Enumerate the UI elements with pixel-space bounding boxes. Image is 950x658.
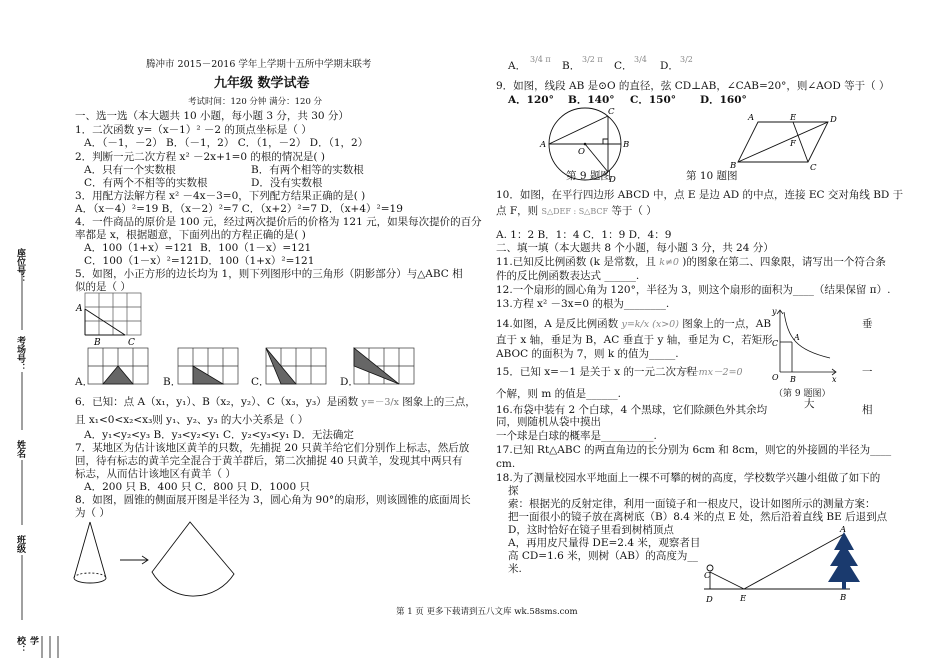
section2-title: 二、填一填（本大题共 8 个小题，每小题 3 分，共 24 分）	[496, 242, 774, 254]
q18-line3: 索：根据光的反射定律，利用一面镜子和一根皮尺，设计如图所示的测量方案：	[508, 498, 876, 510]
q17-line2: cm.	[496, 458, 516, 470]
q14-hyperbola-figure	[770, 306, 840, 388]
q18-line5: D，这时恰好在镜子里看到树梢顶点	[508, 524, 674, 536]
q7-line3: 标志，从而估计该地区有黄羊（ ）	[75, 468, 236, 480]
q10-label-b: B	[730, 161, 737, 171]
q16-line1: 16.布袋中装有 2 个白球，4 个黑球，它们除颜色外其余均	[496, 404, 768, 416]
q16-line1-big: 大	[804, 398, 815, 410]
q4-option-d: D．100（1+x）²=121	[200, 255, 315, 267]
q5-option-d-letter: D．	[340, 376, 359, 388]
exam-title: 腾冲市 2015－2016 学年上学期十五所中学期末联考	[146, 59, 372, 70]
q9-stem: 9．如图，线段 AB 是⊙O 的直径，弦 CD⊥AB，∠CAB=20°，则∠AOD 等于（ ）	[496, 80, 890, 92]
q8-option-b-value: 3/2 π	[582, 55, 603, 64]
q11-line1-post: )的图象在第二、四象限，请写出一个符合条	[682, 256, 886, 268]
q14-line1-pre: 14.如图，A 是反比例函数	[496, 318, 619, 330]
q8-option-c: C．	[614, 60, 633, 72]
q14-line3: ABOC 的面积为 7，则 k 的值为_____.	[496, 348, 679, 360]
q10-area-ratio: S△DEF : S△BCF	[541, 207, 609, 216]
q2-option-a: A．只有一个实数根	[84, 164, 176, 176]
q8-option-d-value: 3/2	[680, 55, 693, 64]
q2-option-b: B．有两个相等的实数根	[251, 164, 364, 176]
q5-label-b: B	[94, 338, 101, 348]
binding-room-label: 考场号：	[15, 336, 25, 372]
q18-line6: A，再用皮尺量得 DE=2.4 米，观察者目	[508, 537, 701, 549]
q18-line4: 把一面很小的镜子放在离树底（B）8.4 米的点 E 处，然后沿着直线 BE 后退到点	[508, 511, 888, 523]
q6-line1	[75, 396, 476, 409]
q9-label-o: O	[578, 147, 585, 157]
q5-option-c-letter: C．	[251, 376, 270, 388]
q8-option-a: A．	[508, 60, 527, 72]
q9-option-a: A．120°	[508, 94, 554, 106]
q9-option-b: B．140°	[568, 94, 615, 106]
q14-label-o: O	[772, 373, 779, 382]
q14-label-y: y	[772, 307, 777, 316]
q3-options: A．（x－4）²=19 B．（x－2）²=7 C．（x+2）²=7 D．（x+4）²=19	[75, 203, 403, 215]
q18-label-b: B	[840, 593, 847, 603]
q8-cone-figure	[72, 520, 262, 590]
q10-parallelogram-figure	[730, 112, 856, 173]
q8-line1: 8．如图，圆锥的侧面展开图是半径为 3，圆心角为 90°的扇形，则该圆锥的底面周长	[75, 494, 471, 506]
q10-line1: 10．如图，在平行四边形 ABCD 中，点 E 是边 AD 的中点，连接 EC 交对角线 BD 于	[496, 189, 904, 201]
binding-lines	[0, 0, 70, 658]
q5-label-a: A	[76, 304, 83, 314]
q7-line2: 回，待有标志的黄羊完全混合于黄羊群后，第二次捕捉 40 只黄羊，发现其中两只有	[75, 455, 463, 467]
q1-options: A．（－1，－2） B．（－1，2） C．（1，－2） D．（1，2）	[84, 137, 369, 149]
q15-line1-pre: 15．已知 x=－1 是关于 x 的一元二次方程	[496, 366, 698, 378]
q14-line1-mid: 图象上的一点，AB	[682, 318, 772, 330]
q9-option-c: C．150°	[630, 94, 677, 106]
q4-line1: 4．一件商品的原价是 100 元，经过两次提价后的价格为 121 元，如果每次提价的百分	[75, 216, 482, 228]
q8-line2: 为（ ）	[75, 507, 110, 519]
q18-label-d: D	[706, 595, 713, 605]
q10-label-f: F	[790, 139, 796, 149]
q11-line1	[496, 256, 886, 269]
q6-options: A．y₁<y₂<y₃ B．y₃<y₂<y₁ C．y₂<y₃<y₁ D．无法确定	[84, 429, 354, 441]
q18-line2: 探	[508, 485, 519, 497]
q10-label-a: A	[748, 113, 755, 123]
q9-label-b: B	[623, 140, 630, 150]
page-footer: 第 1 页 更多下载请到五八文库 wk.58sms.com	[396, 607, 578, 617]
q9-label-d: D	[609, 175, 616, 185]
q4-option-b: B．100（1－x）=121	[200, 242, 312, 254]
q18-tree-mirror-figure	[700, 526, 880, 606]
q7-line1: 7．某地区为估计该地区黄羊的只数，先捕捉 20 只黄羊给它们分别作上标志，然后放	[75, 442, 470, 454]
q5-figure-abc	[76, 293, 150, 348]
q4-option-a: A．100（1+x）=121	[84, 242, 194, 254]
section1-title: 一、选一选（本大题共 10 小题，每小题 3 分，共 30 分）	[75, 110, 349, 122]
q15-line2: 个解，则 m 的值是______.	[496, 388, 621, 400]
q18-line7: 高 CD=1.6 米，则树（AB）的高度为__	[508, 550, 698, 562]
q14-line2: 直于 x 轴，垂足为 B，AC 垂直于 y 轴，垂足为 C，若矩形	[496, 334, 773, 346]
binding-seat-label: 座位号：	[15, 248, 25, 284]
q10-label-c: C	[810, 163, 817, 173]
q8-option-c-value: 3/4	[634, 55, 647, 64]
q9-caption: 第 9 题图	[566, 170, 611, 182]
q11-line1-pre: 11.已知反比例函数 (k 是常数，且	[496, 256, 656, 268]
q5-option-a-figure	[88, 348, 152, 388]
tree-icon	[828, 532, 860, 582]
q16-line2: 同，则随机从袋中摸出	[496, 416, 601, 428]
q15-equation: x²－mx－2=0	[680, 367, 743, 378]
q6-function: y=－3/x	[361, 397, 399, 408]
q13-line: 13.方程 x² －3x=0 的根为________.	[496, 298, 670, 310]
q18-line1: 18.为了测量校园水平地面上一棵不可攀的树的高度，学校数学兴趣小组做了如下的	[496, 472, 881, 484]
q10-options: A. 1：2 B．1：4 C．1：9 D．4：9	[496, 229, 672, 241]
q6-line2: 且 x₁<0<x₂<x₃则 y₁、y₂、y₃ 的大小关系是（ ）	[75, 414, 309, 426]
q5-option-b-figure	[178, 348, 242, 388]
q18-label-c: C	[704, 571, 711, 581]
q14-function: y=k/x (x>0)	[621, 319, 679, 330]
q5-option-d-figure	[354, 348, 418, 388]
q8-option-d: D．	[660, 60, 679, 72]
q2-stem: 2．判断一元二次方程 x² －2x+1=0 的根的情况是( )	[75, 151, 325, 163]
q14-label-x: x	[832, 375, 837, 384]
q10-line2-post: 等于（ ）	[611, 205, 657, 217]
binding-class-label: 班级	[15, 535, 25, 553]
q17-line1: 17.已知 Rt△ABC 的两直角边的长分别为 6cm 和 8cm，则它的外接圆的半径为____	[496, 444, 892, 456]
q14-caption: （第 9 题图）	[774, 389, 831, 399]
q5-option-a-letter: A．	[75, 376, 94, 388]
q14-label-c: C	[772, 339, 779, 348]
q9-option-d: D．160°	[700, 94, 747, 106]
q10-line2	[496, 205, 657, 218]
q6-line1-post: 图象上的三点，	[402, 396, 476, 408]
time-info: 考试时间：120 分钟 满分：120 分	[188, 97, 323, 107]
q11-k-condition: k≠0	[659, 257, 679, 268]
q3-stem: 3．用配方法解方程 x² －4x－3=0，下列配方结果正确的是( )	[75, 190, 366, 202]
q10-caption: 第 10 题图	[686, 170, 738, 182]
q2-option-d: D．没有实数根	[251, 177, 323, 189]
q10-line2-pre: 点 F，则	[496, 205, 539, 217]
q4-line2: 率都是 x，根据题意，下面列出的方程正确的是( )	[75, 229, 306, 241]
q10-label-d: D	[830, 115, 837, 125]
q9-label-c: C	[608, 107, 615, 117]
q10-label-e: E	[790, 113, 797, 123]
q2-option-c: C．有两个不相等的实数根	[84, 177, 208, 189]
q15-line1-post: 一	[862, 366, 873, 378]
q14-label-b: B	[790, 375, 796, 384]
q16-line1-end: 相	[862, 404, 873, 416]
q14-line1-end: 垂	[862, 318, 873, 330]
q12-line: 12.一个扇形的圆心角为 120°，半径为 3，则这个扇形的面积为____（结果保留 π）.	[496, 284, 891, 296]
q8-option-a-value: 3/4 π	[530, 55, 551, 64]
q1-stem: 1．二次函数 y=（x－1）² －2 的顶点坐标是（ ）	[75, 124, 312, 136]
q18-line8: 米.	[508, 563, 522, 575]
q14-line1	[496, 318, 771, 331]
q5-line1: 5．如图，小正方形的边长均为 1，则下列图形中的三角形（阴影部分）与△ABC 相	[75, 268, 463, 280]
q7-options: A．200 只 B．400 只 C．800 只 D．1000 只	[84, 481, 310, 493]
q5-option-c-figure	[266, 348, 330, 388]
q14-label-a: A	[794, 333, 800, 342]
binding-school-label: 学校：	[15, 636, 38, 654]
q5-label-c: C	[128, 338, 135, 348]
q18-label-e: E	[740, 594, 747, 604]
q16-line3: 一个球是白球的概率是__________.	[496, 430, 657, 442]
q5-line2: 似的是（ ）	[75, 281, 131, 293]
q18-label-a: A	[840, 525, 847, 535]
q8-option-b: B．	[562, 60, 581, 72]
subject-title: 九年级 数学试卷	[214, 76, 310, 91]
binding-name-label: 姓名	[15, 440, 25, 458]
q6-line1-pre: 6．已知：点 A（x₁，y₁）、B（x₂，y₂）、C（x₃，y₃）是函数	[75, 396, 359, 408]
q11-line2: 件的反比例函数表达式 ______.	[496, 270, 640, 282]
q5-option-b-letter: B．	[163, 376, 182, 388]
q9-label-a: A	[540, 140, 547, 150]
q4-option-c: C．100（1－x）²=121	[84, 255, 200, 267]
